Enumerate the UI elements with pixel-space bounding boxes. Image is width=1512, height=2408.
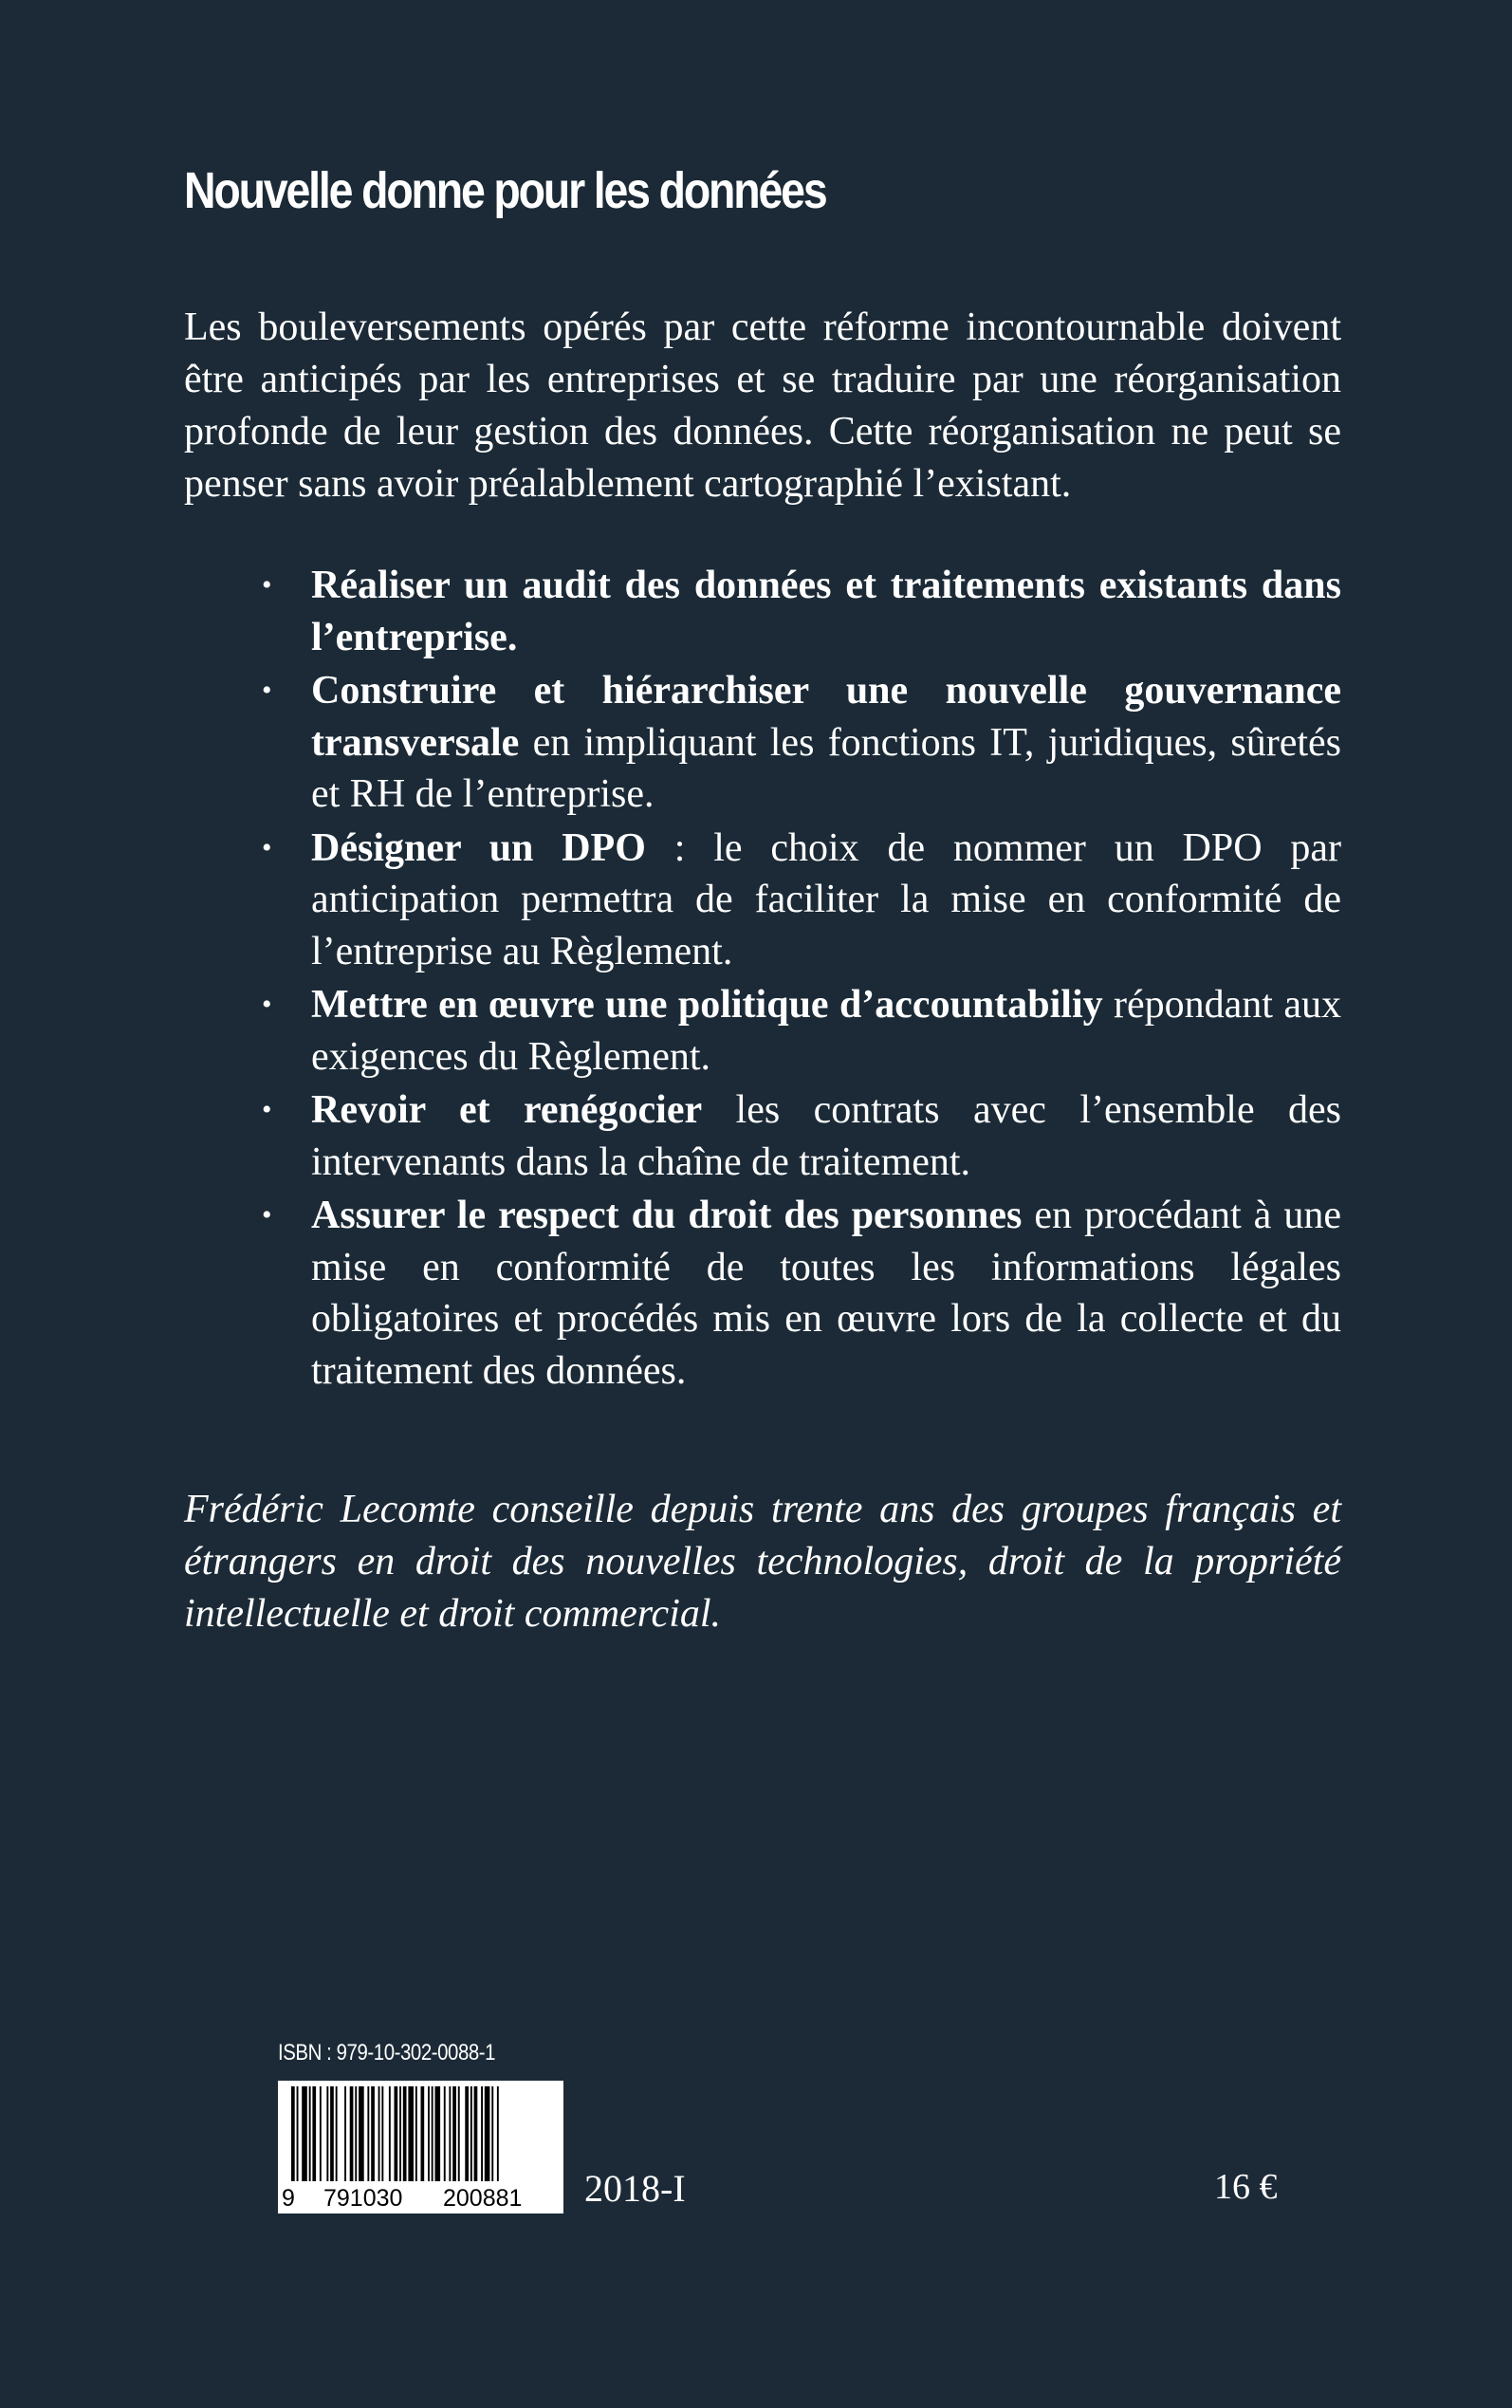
list-item — [262, 665, 1341, 821]
bullet-icon: • — [262, 675, 272, 706]
page-title: Nouvelle donne pour les données — [184, 162, 826, 219]
list-item-text: répondant aux exigences du Règlement. — [311, 983, 1341, 1079]
list-item-bold: Mettre en œuvre une politique d’accountabiliy — [311, 983, 1103, 1027]
list-item-bold: Réaliser un audit des données et traitements existants dans l’entreprise. — [311, 564, 1341, 659]
edition-label: 2018-I — [584, 2167, 686, 2210]
list-item — [262, 560, 1341, 663]
bullet-icon: • — [262, 1094, 272, 1125]
bullet-icon: • — [262, 989, 272, 1020]
bullet-icon: • — [262, 831, 272, 863]
list-item-text: : le choix de nommer un DPO par anticipation permettra de faciliter la mise en conformité de l’entreprise au Règlement. — [311, 825, 1341, 973]
intro-paragraph: Les bouleversements opérés par cette réforme incontournable doivent être anticipés par les entreprises et se traduire par une réorganisation profonde de leur gestion des données. Cette réorganisation ne peut se penser sans avoir préalablement cartographié l’existant. — [184, 306, 1341, 506]
list-item-bold: Désigner un DPO — [311, 825, 646, 870]
bullet-icon: • — [262, 1199, 272, 1231]
list-item-bold: Construire et hiérarchiser une nouvelle gouvernance transversale — [311, 669, 1341, 765]
list-item — [262, 823, 1341, 978]
list-item-bold: Revoir et renégocier — [311, 1088, 703, 1132]
barcode-right-group: 200881 — [443, 2185, 523, 2212]
author-bio: Frédéric Lecomte conseille depuis trente ans des groupes français et étrangers en droit des nouvelles technologies, droit de la propriété intellectuelle et droit commercial. — [184, 1488, 1341, 1636]
isbn-label: ISBN : 979-10-302-0088-1 — [278, 2040, 496, 2065]
price-label: 16 € — [1214, 2167, 1278, 2207]
barcode — [278, 2081, 563, 2214]
barcode-first-digit: 9 — [282, 2185, 295, 2212]
action-list — [262, 560, 1341, 1398]
list-item — [262, 1190, 1341, 1397]
list-item-bold: Assurer le respect du droit des personnes — [311, 1194, 1023, 1237]
list-item-text: en procédant à une mise en conformité de toutes les informations légales obligatoires et procédés mis en œuvre lors de la collecte et du traitement des données. — [311, 1194, 1341, 1393]
list-item-text: en impliquant les fonctions IT, juridiques, sûretés et RH de l’entreprise. — [311, 720, 1341, 816]
list-item — [262, 1084, 1341, 1188]
list-item — [262, 979, 1341, 1083]
list-item-text: les contrats avec l’ensemble des intervenants dans la chaîne de traitement. — [311, 1088, 1342, 1184]
bullet-icon: • — [262, 569, 272, 601]
barcode-left-group: 791030 — [323, 2185, 403, 2212]
